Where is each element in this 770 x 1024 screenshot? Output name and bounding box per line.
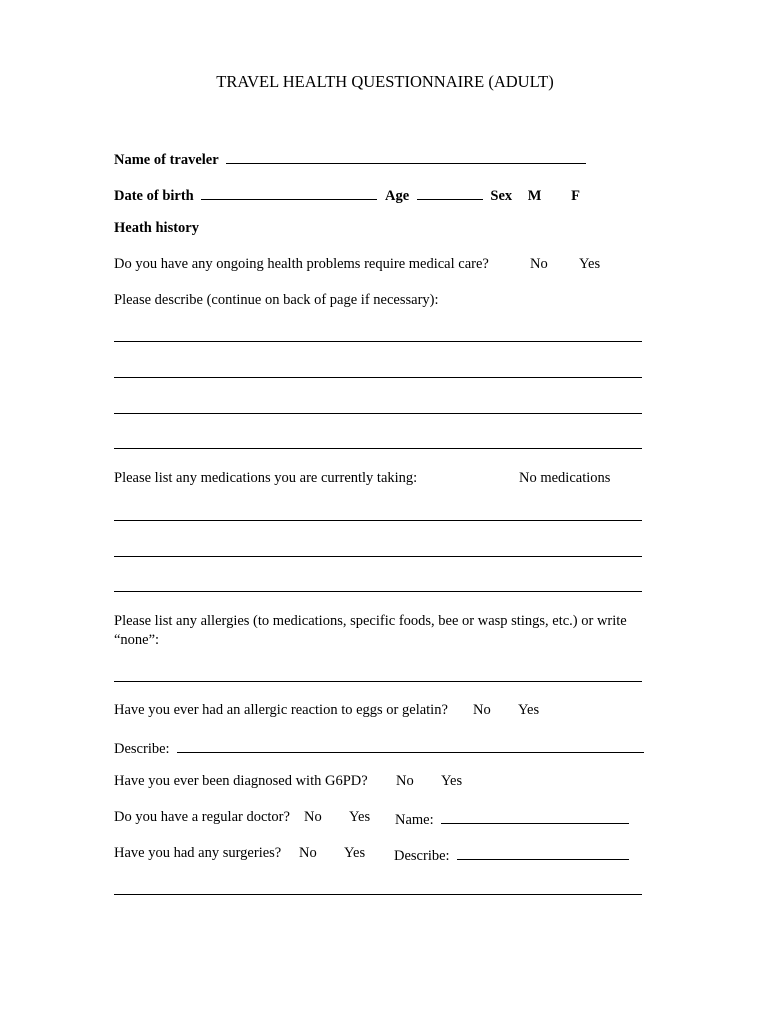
surgeries-describe-field[interactable] — [457, 845, 629, 860]
describe-label: Describe: — [114, 741, 170, 757]
section-heading: Heath history — [114, 220, 199, 236]
describe-prompt: Please describe (continue on back of page if necessary): — [114, 292, 439, 308]
age-field[interactable] — [417, 185, 483, 200]
surgeries-line[interactable] — [114, 894, 642, 895]
page-title: TRAVEL HEALTH QUESTIONNAIRE (ADULT) — [216, 72, 554, 91]
g6pd-no-option[interactable]: No — [396, 773, 414, 789]
sex-option-m[interactable]: M — [527, 188, 542, 204]
surgeries-no-option[interactable]: No — [299, 845, 317, 861]
doctor-name-field[interactable] — [441, 809, 629, 824]
no-medications-option[interactable]: No medications — [519, 470, 611, 486]
question-health-problems: Do you have any ongoing health problems require medical care? — [114, 256, 489, 272]
dob-label: Date of birth — [114, 188, 194, 204]
eggs-yes-option[interactable]: Yes — [518, 702, 540, 718]
surgeries-yes-option[interactable]: Yes — [344, 845, 366, 861]
medications-line-2[interactable] — [114, 556, 642, 557]
question-eggs-gelatin: Have you ever had an allergic reaction to eggs or gelatin? — [114, 702, 448, 718]
doctor-name-row — [395, 809, 629, 829]
surgeries-describe-row — [394, 845, 629, 865]
dob-row — [114, 185, 580, 205]
medications-prompt: Please list any medications you are currently taking: — [114, 470, 418, 486]
describe-row — [114, 738, 644, 758]
doctor-yes-option[interactable]: Yes — [349, 809, 371, 825]
sex-option-f[interactable]: F — [571, 188, 580, 204]
medications-line-1[interactable] — [114, 520, 642, 521]
question-surgeries: Have you had any surgeries? — [114, 845, 282, 861]
health-no-option[interactable]: No — [530, 256, 548, 272]
sex-label: Sex — [490, 188, 513, 204]
describe-line-2[interactable] — [114, 377, 642, 378]
allergies-prompt: Please list any allergies (to medications, specific foods, bee or wasp stings, etc.) or write — [114, 613, 627, 629]
g6pd-yes-option[interactable]: Yes — [441, 773, 463, 789]
name-row — [114, 149, 586, 169]
surgeries-describe-label: Describe: — [394, 848, 450, 864]
dob-field[interactable] — [201, 185, 377, 200]
name-field[interactable] — [226, 149, 586, 164]
doctor-name-label: Name: — [395, 812, 434, 828]
describe-line-1[interactable] — [114, 341, 642, 342]
health-yes-option[interactable]: Yes — [579, 256, 601, 272]
allergies-prompt-cont: “none”: — [114, 632, 160, 648]
medications-line-3[interactable] — [114, 591, 642, 592]
describe-field[interactable] — [177, 738, 644, 753]
eggs-no-option[interactable]: No — [473, 702, 491, 718]
allergies-line[interactable] — [114, 681, 642, 682]
describe-line-4[interactable] — [114, 448, 642, 449]
question-regular-doctor: Do you have a regular doctor? — [114, 809, 290, 825]
describe-line-3[interactable] — [114, 413, 642, 414]
doctor-no-option[interactable]: No — [304, 809, 322, 825]
age-label: Age — [385, 188, 410, 204]
name-label: Name of traveler — [114, 152, 219, 168]
question-g6pd: Have you ever been diagnosed with G6PD? — [114, 773, 368, 789]
